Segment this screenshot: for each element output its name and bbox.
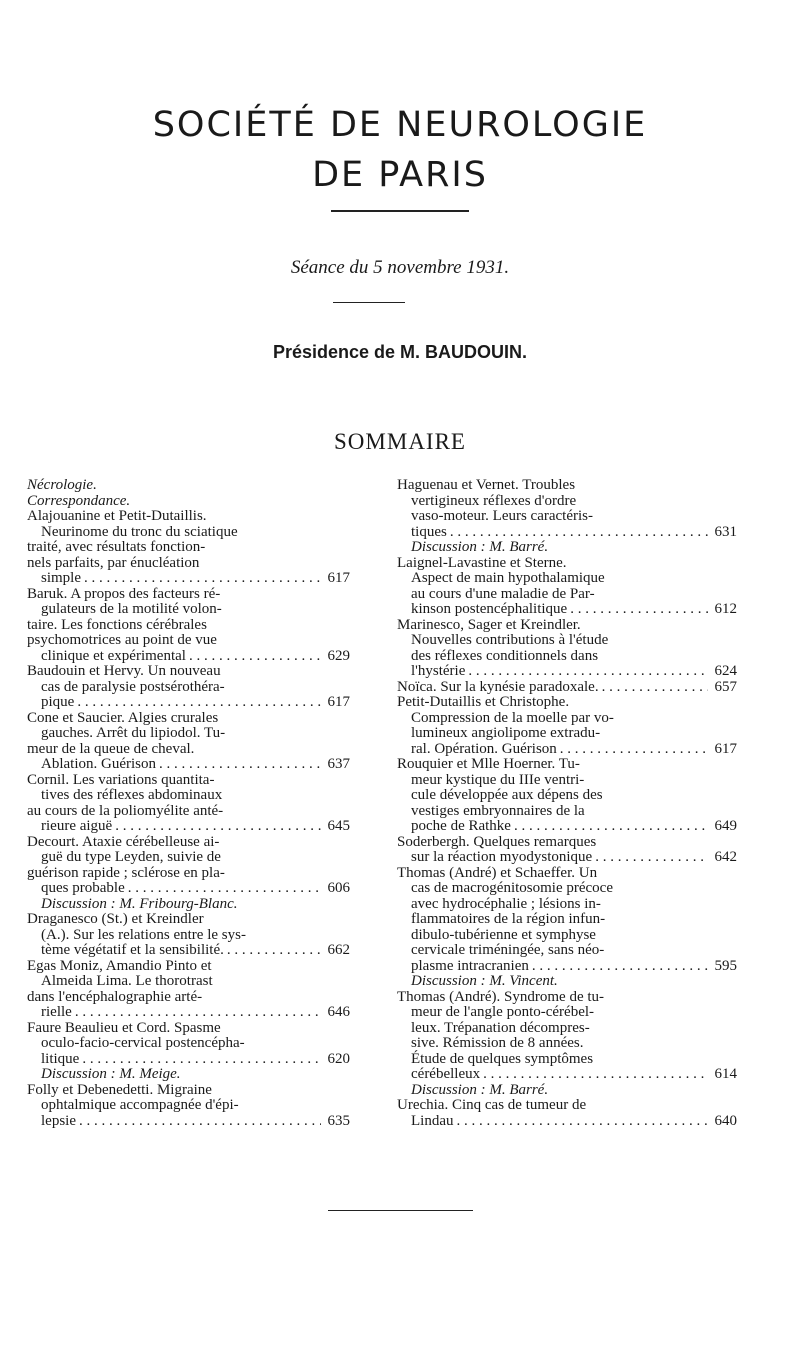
page-number: 635 — [327, 1112, 350, 1129]
toc-entry — [27, 711, 350, 773]
page-number: 617 — [327, 694, 350, 710]
entry-line: meur de l'angle ponto-cérébel- — [411, 1004, 595, 1020]
toc-entry — [27, 959, 350, 1021]
entry-line: Compression de la moelle par vo- — [411, 709, 614, 726]
discussion-note: Discussion : M. Vincent. — [411, 973, 558, 989]
entry-line: cule développée aux dépens des — [411, 787, 603, 803]
entry-line: taire. Les fonctions cérébrales — [27, 616, 207, 633]
page-number: 649 — [714, 818, 737, 834]
entry-line: cervicale triméningée, sans néo- — [411, 942, 605, 958]
entry-line: pique — [41, 694, 75, 710]
entry-line: Cone et Saucier. Algies crurales — [27, 709, 219, 726]
toc-entry — [27, 587, 350, 665]
entry-line: cas de macrogénitosomie précoce — [411, 880, 613, 896]
toc-entry — [397, 556, 737, 618]
entry-line: tème végétatif et la sensibilité. — [41, 942, 224, 958]
entry-line: tives des réflexes abdominaux — [41, 787, 223, 803]
entry-line: rielle — [41, 1004, 72, 1020]
page-number: 629 — [327, 647, 350, 664]
page-number: 645 — [327, 818, 350, 834]
page-number: 617 — [327, 570, 350, 586]
page-number: 620 — [327, 1050, 350, 1067]
entry-line: Marinesco, Sager et Kreindler. — [397, 616, 581, 633]
entry-line: Laignel-Lavastine et Sterne. — [397, 554, 567, 571]
toc-entry — [397, 757, 737, 835]
entry-line: oculo-facio-cervical postencépha- — [41, 1035, 245, 1051]
entry-line: avec hydrocéphalie ; lésions in- — [411, 895, 601, 912]
entry-line: ophtalmique accompagnée d'épi- — [41, 1097, 239, 1113]
page-number: 624 — [714, 663, 737, 679]
entry-line: Noïca. Sur la kynésie paradoxale. — [397, 678, 599, 695]
page-number: 637 — [327, 756, 350, 772]
entry-line: plasme intracranien — [411, 957, 529, 974]
toc-entry — [27, 509, 350, 587]
entry-line: gulateurs de la motilité volon- — [41, 601, 222, 617]
entry-line: Baruk. A propos des facteurs ré- — [27, 585, 221, 602]
entry-line: Lindau — [411, 1112, 454, 1129]
page-number: 631 — [714, 523, 737, 540]
entry-line: (A.). Sur les relations entre le sys- — [41, 926, 246, 943]
page-number: 642 — [714, 849, 737, 865]
page-number: 606 — [327, 880, 350, 896]
toc-left-column — [27, 478, 350, 1129]
entry-line: kinson postencéphalitique — [411, 601, 568, 617]
entry-line: vestiges embryonnaires de la — [411, 802, 585, 819]
toc-entry — [27, 1083, 350, 1130]
entry-line: Neurinome du tronc du sciatique — [41, 523, 238, 540]
entry-line: sive. Rémission de 8 années. — [411, 1035, 584, 1051]
society-title-line2: DE PARIS — [312, 155, 488, 195]
entry-line: meur de la queue de cheval. — [27, 740, 195, 757]
entry-line: lepsie — [41, 1112, 76, 1129]
entry-line: nels parfaits, par énucléation — [27, 554, 200, 571]
entry-line: Urechia. Cinq cas de tumeur de — [397, 1097, 587, 1113]
entry-line: des réflexes conditionnels dans — [411, 647, 599, 664]
entry-line: l'hystérie — [411, 663, 466, 679]
entry-line: Egas Moniz, Amandio Pinto et — [27, 957, 212, 974]
toc-entry — [27, 912, 350, 959]
toc-entry — [397, 1098, 737, 1129]
entry-line: Haguenau et Vernet. Troubles — [397, 477, 576, 493]
toc-entry — [397, 990, 737, 1099]
entry-line: psychomotrices au point de vue — [27, 632, 217, 648]
entry-line: Aspect de main hypothalamique — [411, 570, 605, 586]
toc-entry — [397, 680, 737, 696]
entry-line: ques probable — [41, 880, 125, 896]
toc-section-necrologie: Nécrologie. — [27, 477, 97, 493]
entry-line: gauches. Arrêt du lipiodol. Tu- — [41, 725, 226, 741]
page-number: 617 — [714, 740, 737, 757]
entry-line: Soderbergh. Quelques remarques — [397, 833, 597, 850]
discussion-note: Discussion : M. Meige. — [41, 1066, 181, 1082]
session-divider — [333, 302, 405, 303]
entry-line: traité, avec résultats fonction- — [27, 539, 206, 555]
footer-divider — [328, 1210, 473, 1211]
entry-line: Ablation. Guérison — [41, 756, 156, 772]
entry-line: Draganesco (St.) et Kreindler — [27, 911, 204, 927]
entry-line: guérison rapide ; sclérose en pla- — [27, 864, 225, 881]
page-number: 646 — [327, 1004, 350, 1020]
session-date: Séance du 5 novembre 1931. — [290, 257, 510, 278]
toc-section-correspondance: Correspondance. — [27, 492, 131, 509]
entry-line: Almeida Lima. Le thorotrast — [41, 973, 213, 989]
entry-line: clinique et expérimental — [41, 647, 186, 664]
entry-line: guë du type Leyden, suivie de — [41, 849, 221, 865]
page-number: 595 — [714, 957, 737, 974]
entry-line: dans l'encéphalographie arté- — [27, 988, 203, 1005]
toc-entry — [397, 866, 737, 990]
page-number: 614 — [714, 1066, 737, 1082]
entry-line: cas de paralysie postsérothéra- — [41, 678, 225, 695]
page-number: 657 — [714, 678, 737, 695]
entry-line: meur kystique du IIIe ventri- — [411, 771, 585, 788]
toc-entry — [397, 478, 737, 556]
entry-line: dibulo-tubérienne et symphyse — [411, 926, 596, 943]
entry-line: cérébelleux — [411, 1066, 481, 1082]
entry-line: rieure aiguë — [41, 818, 113, 834]
entry-line: litique — [41, 1050, 80, 1067]
toc-entry — [397, 835, 737, 866]
entry-line: Alajouanine et Petit-Dutaillis. — [27, 508, 207, 524]
page-number: 662 — [327, 942, 350, 958]
entry-line: Cornil. Les variations quantita- — [27, 771, 215, 788]
presidence-heading: Présidence de M. BAUDOUIN. — [272, 342, 528, 362]
toc-entry — [397, 618, 737, 680]
entry-line: flammatoires de la région infun- — [411, 911, 606, 927]
toc-entry — [27, 835, 350, 913]
toc-entry — [27, 773, 350, 835]
entry-line: Thomas (André) et Schaeffer. Un — [397, 864, 598, 881]
entry-line: au cours d'une maladie de Par- — [411, 585, 595, 602]
entry-line: sur la réaction myodystonique — [411, 849, 593, 865]
entry-line: tiques — [411, 523, 447, 540]
toc-entry — [27, 664, 350, 711]
entry-line: Baudouin et Hervy. Un nouveau — [27, 663, 221, 679]
sommaire-heading: SOMMAIRE — [334, 429, 466, 454]
entry-line: Petit-Dutaillis et Christophe. — [397, 694, 570, 710]
entry-line: au cours de la poliomyélite anté- — [27, 802, 224, 819]
society-title-line1: SOCIÉTÉ DE NEUROLOGIE — [152, 105, 648, 145]
entry-line: Folly et Debenedetti. Migraine — [27, 1081, 212, 1098]
entry-line: Faure Beaulieu et Cord. Spasme — [27, 1019, 221, 1036]
entry-line: Étude de quelques symptômes — [411, 1050, 594, 1067]
page-number: 640 — [714, 1112, 737, 1129]
entry-line: lumineux angiolipome extradu- — [411, 725, 601, 741]
entry-line: Thomas (André). Syndrome de tu- — [397, 988, 605, 1005]
entry-line: Nouvelles contributions à l'étude — [411, 632, 609, 648]
toc-entry — [27, 1021, 350, 1083]
toc-entry — [397, 695, 737, 757]
entry-line: ral. Opération. Guérison — [411, 740, 557, 757]
entry-line: simple — [41, 570, 81, 586]
entry-line: Decourt. Ataxie cérébelleuse ai- — [27, 833, 220, 850]
entry-line: leux. Trépanation décompres- — [411, 1019, 590, 1036]
page-number: 612 — [714, 601, 737, 617]
title-divider — [331, 210, 469, 212]
entry-line: Rouquier et Mlle Hoerner. Tu- — [397, 756, 580, 772]
entry-line: vaso-moteur. Leurs caractéris- — [411, 508, 593, 524]
toc-right-column — [397, 478, 737, 1129]
entry-line: vertigineux réflexes d'ordre — [411, 492, 577, 509]
entry-line: poche de Rathke — [411, 818, 511, 834]
discussion-note: Discussion : M. Fribourg-Blanc. — [41, 895, 238, 912]
discussion-note: Discussion : M. Barré. — [411, 539, 549, 555]
discussion-note: Discussion : M. Barré. — [411, 1081, 549, 1098]
